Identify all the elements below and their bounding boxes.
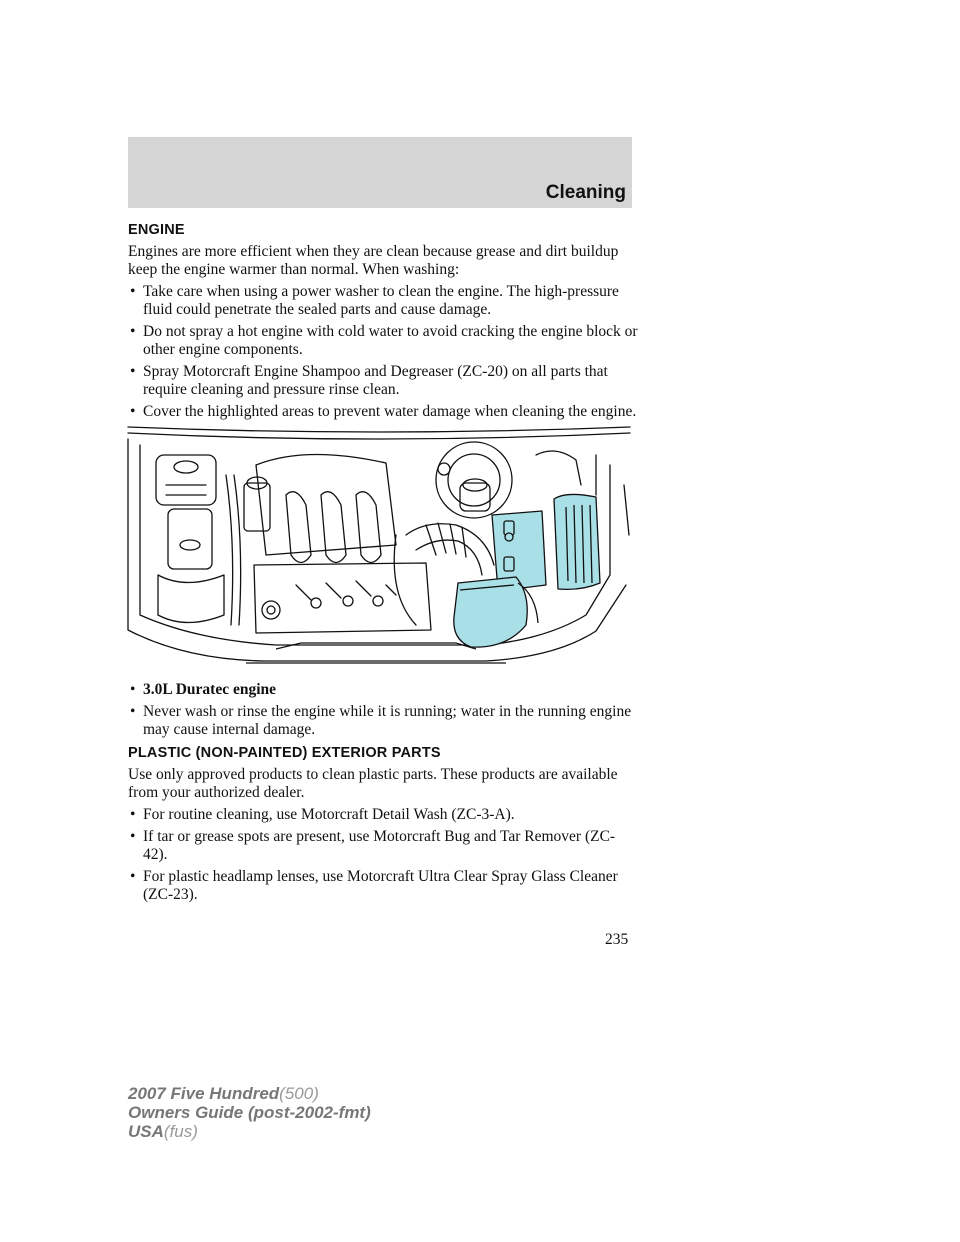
bullet: • xyxy=(130,283,136,300)
footer-line-3: USA(fus) xyxy=(128,1122,198,1141)
figure-notes xyxy=(128,681,638,739)
list-item: • Never wash or rinse the engine while it is running; water in the running engine may cause internal damage. xyxy=(130,703,632,738)
bullet: • xyxy=(130,828,136,845)
bullet: • xyxy=(130,403,136,420)
header-band xyxy=(128,137,632,208)
page-number: 235 xyxy=(605,931,629,948)
list-item: • For plastic headlamp lenses, use Motorcraft Ultra Clear Spray Glass Cleaner (ZC-23). xyxy=(130,868,618,903)
bullet: • xyxy=(130,703,136,720)
bullet: • xyxy=(130,681,136,698)
list-item: • Spray Motorcraft Engine Shampoo and Degreaser (ZC-20) on all parts that require cleaning and pressure rinse clean. xyxy=(130,363,608,398)
list-item: • Take care when using a power washer to clean the engine. The high-pressure fluid could penetrate the sealed parts and cause damage. xyxy=(130,283,619,318)
document-footer xyxy=(128,1084,371,1141)
bullet: • xyxy=(130,806,136,823)
footer-line-1: 2007 Five Hundred(500) xyxy=(128,1084,319,1103)
list-item: • Cover the highlighted areas to prevent water damage when cleaning the engine. xyxy=(130,403,637,420)
plastic-intro: Use only approved products to clean plastic parts. These products are available from your authorized dealer. xyxy=(128,766,618,801)
list-item: • Do not spray a hot engine with cold water to avoid cracking the engine block or other engine components. xyxy=(130,323,638,358)
plastic-bullet-list xyxy=(128,806,638,904)
engine-intro: Engines are more efficient when they are clean because grease and dirt buildup keep the engine warmer than normal. When washing: xyxy=(128,243,619,278)
section-title: Cleaning xyxy=(545,182,626,203)
engine-bullet-list xyxy=(128,283,638,421)
list-item: • If tar or grease spots are present, use Motorcraft Bug and Tar Remover (ZC-42). xyxy=(130,828,616,863)
engine-heading: ENGINE xyxy=(128,222,185,238)
engine-compartment-illustration xyxy=(126,425,632,673)
bullet: • xyxy=(130,363,136,380)
bullet: • xyxy=(130,868,136,885)
list-item: • For routine cleaning, use Motorcraft Detail Wash (ZC-3-A). xyxy=(130,806,515,823)
plastic-heading: PLASTIC (NON-PAINTED) EXTERIOR PARTS xyxy=(128,745,441,761)
figure-caption: • 3.0L Duratec engine xyxy=(130,681,277,698)
bullet: • xyxy=(130,323,136,340)
page-content xyxy=(128,222,638,908)
footer-line-2: Owners Guide (post-2002-fmt) xyxy=(128,1103,371,1122)
plastic-section xyxy=(128,745,638,904)
